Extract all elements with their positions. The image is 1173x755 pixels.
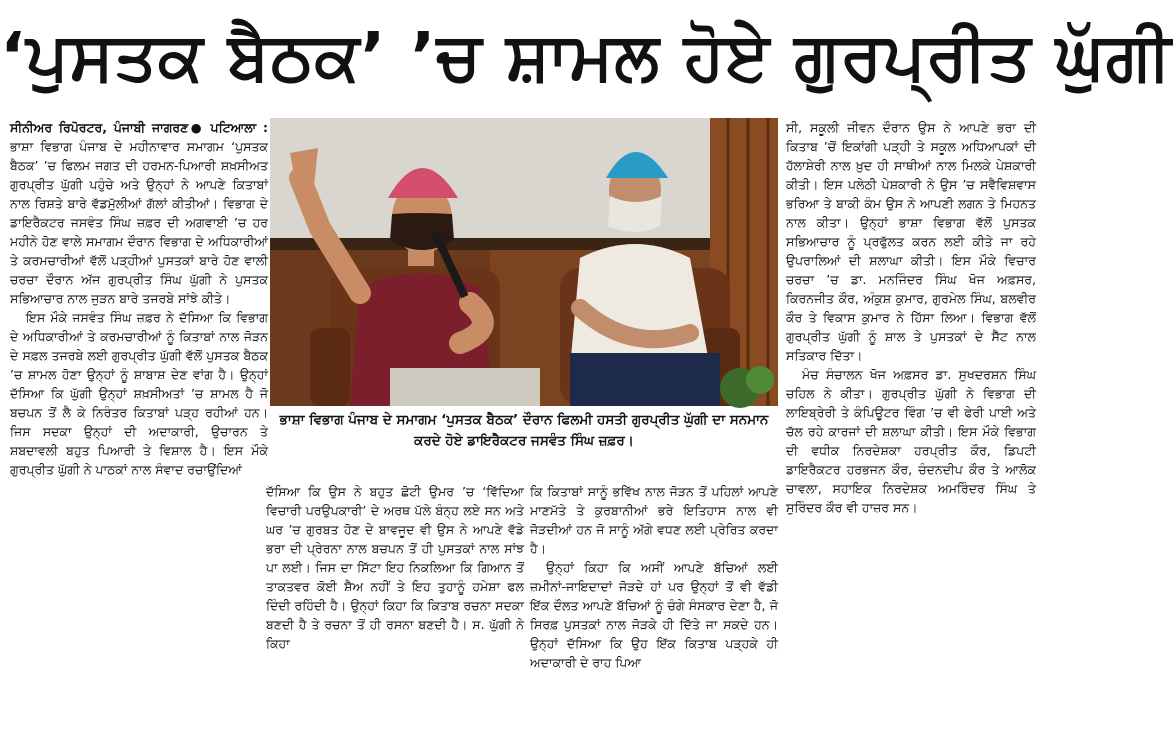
- paragraph: ਕਿ ਕਿਤਾਬਾਂ ਸਾਨੂੰ ਭਵਿੱਖ ਨਾਲ ਜੋੜਨ ਤੋਂ ਪਹਿਲਾਂ ਆਪਣੇ ਮਾਣਮੱਤੇ ਤੇ ਕੁਰਬਾਨੀਆਂ ਭਰੇ ਇਤਿਹਾਸ ਨਾਲ ਵੀ ਜੋੜਦੀਆਂ ਹਨ ਜੋ ਸਾਨੂੰ ਅੱਗੇ ਵਧਣ ਲਈ ਪ੍ਰੇਰਿਤ ਕਰਦਾ ਹੈ।: [530, 484, 778, 556]
- paragraph: ਇਸ ਮੌਕੇ ਜਸਵੰਤ ਸਿੰਘ ਜ਼ਫ਼ਰ ਨੇ ਦੱਸਿਆ ਕਿ ਵਿਭਾਗ ਦੇ ਅਧਿਕਾਰੀਆਂ ਤੇ ਕਰਮਚਾਰੀਆਂ ਨੂੰ ਕਿਤਾਬਾਂ ਨਾਲ ਜੋੜਨ ਦੇ ਸਫ਼ਲ ਤਜਰਬੇ ਲਈ ਗੁਰਪ੍ਰੀਤ ਘੁੱਗੀ ਵੱਲੋਂ ਪੁਸਤਕ ਬੈਠਕ ’ਚ ਸ਼ਾਮਲ ਹੋਣਾ ਉਨ੍ਹਾਂ ਨੂੰ ਸ਼ਾਬਾਸ਼ ਦੇਣ ਵਾਂਗ ਹੈ। ਉਨ੍ਹਾਂ ਦੱਸਿਆ ਕਿ ਘੁੱਗੀ ਉਨ੍ਹਾਂ ਸ਼ਖ਼ਸੀਅਤਾਂ ’ਚ ਸ਼ਾਮਲ ਹੈ ਜੋ ਬਚਪਨ ਤੋਂ ਲੈ ਕੇ ਨਿਰੰਤਰ ਕਿਤਾਬਾਂ ਪੜ੍ਹ ਰਹੀਆਂ ਹਨ। ਜਿਸ ਸਦਕਾ ਉਨ੍ਹਾਂ ਦੀ ਅਦਾਕਾਰੀ, ਉਚਾਰਨ ਤੇ ਸ਼ਬਦਾਵਲੀ ਬਹੁਤ ਪਿਆਰੀ ਤੇ ਵਿਸ਼ਾਲ ਹੈ। ਇਸ ਮੌਕੇ ਗੁਰਪ੍ਰੀਤ ਘੁੱਗੀ ਨੇ ਪਾਠਕਾਂ ਨਾਲ ਸੰਵਾਦ ਰਚਾਉਂਦਿਆਂ: [10, 310, 268, 477]
- headline: ‘ਪੁਸਤਕ ਬੈਠਕ’ ’ਚ ਸ਼ਾਮਲ ਹੋਏ ਗੁਰਪ੍ਰੀਤ ਘੁੱਗੀ: [0, 18, 1173, 95]
- article-column-1: [10, 118, 268, 752]
- article-column-2: [266, 482, 524, 752]
- news-photo: [270, 118, 778, 406]
- paragraph: ਸੀ, ਸਕੂਲੀ ਜੀਵਨ ਦੌਰਾਨ ਉਸ ਨੇ ਆਪਣੇ ਭਰਾ ਦੀ ਕਿਤਾਬ ’ਚੋਂ ਇਕਾਂਗੀ ਪੜ੍ਹੀ ਤੇ ਸਕੂਲ ਅਧਿਆਪਕਾਂ ਦੀ ਹੱਲਾਸ਼ੇਰੀ ਨਾਲ ਖ਼ੁਦ ਹੀ ਸਾਥੀਆਂ ਨਾਲ ਮਿਲਕੇ ਪੇਸ਼ਕਾਰੀ ਕੀਤੀ। ਇਸ ਪਲੇਠੀ ਪੇਸ਼ਕਾਰੀ ਨੇ ਉਸ ’ਚ ਸਵੈਵਿਸ਼ਵਾਸ ਭਰਿਆ ਤੇ ਬਾਕੀ ਕੰਮ ਉਸ ਨੇ ਆਪਣੀ ਲਗਨ ਤੇ ਮਿਹਨਤ ਨਾਲ ਕੀਤਾ। ਉਨ੍ਹਾਂ ਭਾਸ਼ਾ ਵਿਭਾਗ ਵੱਲੋਂ ਪੁਸਤਕ ਸਭਿਆਚਾਰ ਨੂੰ ਪ੍ਰਫੁੱਲਤ ਕਰਨ ਲਈ ਕੀਤੇ ਜਾ ਰਹੇ ਉਪਰਾਲਿਆਂ ਦੀ ਸ਼ਲਾਘਾ ਕੀਤੀ। ਇਸ ਮੌਕੇ ਵਿਚਾਰ ਚਰਚਾ ’ਚ ਡਾ. ਮਨਜਿੰਦਰ ਸਿੰਘ ਖੋਜ ਅਫ਼ਸਰ, ਕਿਰਨਜੀਤ ਕੌਰ, ਅੰਕੁਸ਼ ਕੁਮਾਰ, ਗੁਰਮੇਲ ਸਿੰਘ, ਬਲਵੀਰ ਕੌਰ ਤੇ ਵਿਕਾਸ ਕੁਮਾਰ ਨੇ ਹਿੱਸਾ ਲਿਆ। ਵਿਭਾਗ ਵੱਲੋਂ ਗੁਰਪ੍ਰੀਤ ਘੁੱਗੀ ਨੂੰ ਸ਼ਾਲ ਤੇ ਪੁਸਤਕਾਂ ਦੇ ਸੈੱਟ ਨਾਲ ਸਤਿਕਾਰ ਦਿੱਤਾ।: [786, 120, 1036, 363]
- paragraph-text: ਭਾਸ਼ਾ ਵਿਭਾਗ ਪੰਜਾਬ ਦੇ ਮਹੀਨਾਵਾਰ ਸਮਾਗਮ ‘ਪੁਸਤਕ ਬੈਠਕ’ ’ਚ ਫਿਲਮ ਜਗਤ ਦੀ ਹਰਮਨ-ਪਿਆਰੀ ਸ਼ਖ਼ਸੀਅਤ ਗੁਰਪ੍ਰੀਤ ਘੁੱਗੀ ਪਹੁੰਚੇ ਅਤੇ ਉਨ੍ਹਾਂ ਨੇ ਆਪਣੇ ਕਿਤਾਬਾਂ ਨਾਲ ਰਿਸ਼ਤੇ ਬਾਰੇ ਵੱਡਮੁੱਲੀਆਂ ਗੱਲਾਂ ਕੀਤੀਆਂ। ਵਿਭਾਗ ਦੇ ਡਾਇਰੈਕਟਰ ਜਸਵੰਤ ਸਿੰਘ ਜ਼ਫ਼ਰ ਦੀ ਅਗਵਾਈ ’ਚ ਹਰ ਮਹੀਨੇ ਹੋਣ ਵਾਲੇ ਸਮਾਗਮ ਦੌਰਾਨ ਵਿਭਾਗ ਦੇ ਅਧਿਕਾਰੀਆਂ ਤੇ ਕਰਮਚਾਰੀਆਂ ਵੱਲੋਂ ਪੜ੍ਹੀਆਂ ਪੁਸਤਕਾਂ ਬਾਰੇ ਹੋਣ ਵਾਲੀ ਚਰਚਾ ਦੌਰਾਨ ਅੱਜ ਗੁਰਪ੍ਰੀਤ ਸਿੰਘ ਘੁੱਗੀ ਨੇ ਪੁਸਤਕ ਸਭਿਆਚਾਰ ਨਾਲ ਜੁੜਨ ਬਾਰੇ ਤਜਰਬੇ ਸਾਂਝੇ ਕੀਤੇ।: [10, 139, 268, 306]
- intro-paragraph: ਸੀਨੀਅਰ ਰਿਪੋਰਟਰ, ਪੰਜਾਬੀ ਜਾਗਰਣ● ਪਟਿਆਲਾ : ਭਾਸ਼ਾ ਵਿਭਾਗ ਪੰਜਾਬ ਦੇ ਮਹੀਨਾਵਾਰ ਸਮਾਗਮ ‘ਪੁਸਤਕ ਬੈਠਕ’ ’ਚ ਫਿਲਮ ਜਗਤ ਦੀ ਹਰਮਨ-ਪਿਆਰੀ ਸ਼ਖ਼ਸੀਅਤ ਗੁਰਪ੍ਰੀਤ ਘੁੱਗੀ ਪਹੁੰਚੇ ਅਤੇ ਉਨ੍ਹਾਂ ਨੇ ਆਪਣੇ ਕਿਤਾਬਾਂ ਨਾਲ ਰਿਸ਼ਤੇ ਬਾਰੇ ਵੱਡਮੁੱਲੀਆਂ ਗੱਲਾਂ ਕੀਤੀਆਂ। ਵਿਭਾਗ ਦੇ ਡਾਇਰੈਕਟਰ ਜਸਵੰਤ ਸਿੰਘ ਜ਼ਫ਼ਰ ਦੀ ਅਗਵਾਈ ’ਚ ਹਰ ਮਹੀਨੇ ਹੋਣ ਵਾਲੇ ਸਮਾਗਮ ਦੌਰਾਨ ਵਿਭਾਗ ਦੇ ਅਧਿਕਾਰੀਆਂ ਤੇ ਕਰਮਚਾਰੀਆਂ ਵੱਲੋਂ ਪੜ੍ਹੀਆਂ ਪੁਸਤਕਾਂ ਬਾਰੇ ਹੋਣ ਵਾਲੀ ਚਰਚਾ ਦੌਰਾਨ ਅੱਜ ਗੁਰਪ੍ਰੀਤ ਸਿੰਘ ਘੁੱਗੀ ਨੇ ਪੁਸਤਕ ਸਭਿਆਚਾਰ ਨਾਲ ਜੁੜਨ ਬਾਰੇ ਤਜਰਬੇ ਸਾਂਝੇ ਕੀਤੇ।: [10, 120, 269, 306]
- article-column-4: [786, 118, 1036, 752]
- byline-place: ਪਟਿਆਲਾ :: [210, 120, 269, 135]
- byline-reporter: ਸੀਨੀਅਰ ਰਿਪੋਰਟਰ, ਪੰਜਾਬੀ ਜਾਗਰਣ: [10, 120, 189, 135]
- photo-caption: ਭਾਸ਼ਾ ਵਿਭਾਗ ਪੰਜਾਬ ਦੇ ਸਮਾਗਮ ‘ਪੁਸਤਕ ਬੈਠਕ’ ਦੌਰਾਨ ਫਿਲਮੀ ਹਸਤੀ ਗੁਰਪ੍ਰੀਤ ਘੁੱਗੀ ਦਾ ਸਨਮਾਨ ਕਰਦੇ ਹੋਏ ਡਾਇਰੈਕਟਰ ਜਸਵੰਤ ਸਿੰਘ ਜ਼ਫ਼ਰ।: [279, 412, 769, 449]
- photo-illustration: [270, 118, 778, 406]
- paragraph: ਉਨ੍ਹਾਂ ਕਿਹਾ ਕਿ ਅਸੀਂ ਆਪਣੇ ਬੱਚਿਆਂ ਲਈ ਜ਼ਮੀਨਾਂ-ਜਾਇਦਾਦਾਂ ਜੋੜਦੇ ਹਾਂ ਪਰ ਉਨ੍ਹਾਂ ਤੋਂ ਵੀ ਵੱਡੀ ਇੱਕ ਦੌਲਤ ਆਪਣੇ ਬੱਚਿਆਂ ਨੂੰ ਚੰਗੇ ਸੰਸਕਾਰ ਦੇਣਾ ਹੈ, ਜੋ ਸਿਰਫ਼ ਪੁਸਤਕਾਂ ਨਾਲ ਜੋੜਕੇ ਹੀ ਦਿੱਤੇ ਜਾ ਸਕਦੇ ਹਨ। ਉਨ੍ਹਾਂ ਦੱਸਿਆ ਕਿ ਉਹ ਇੱਕ ਕਿਤਾਬ ਪੜ੍ਹਕੇ ਹੀ ਅਦਾਕਾਰੀ ਦੇ ਰਾਹ ਪਿਆ: [530, 560, 778, 670]
- article-column-3: [530, 482, 778, 752]
- paragraph: ਮੰਚ ਸੰਚਾਲਨ ਖੋਜ ਅਫ਼ਸਰ ਡਾ. ਸੁਖਦਰਸ਼ਨ ਸਿੰਘ ਚਹਿਲ ਨੇ ਕੀਤਾ। ਗੁਰਪ੍ਰੀਤ ਘੁੱਗੀ ਨੇ ਵਿਭਾਗ ਦੀ ਲਾਇਬ੍ਰੇਰੀ ਤੇ ਕੰਪਿਊਟਰ ਵਿੰਗ ’ਚ ਵੀ ਫੇਰੀ ਪਾਈ ਅਤੇ ਚੱਲ ਰਹੇ ਕਾਰਜਾਂ ਦੀ ਸ਼ਲਾਘਾ ਕੀਤੀ। ਇਸ ਮੌਕੇ ਵਿਭਾਗ ਦੀ ਵਧੀਕ ਨਿਰਦੇਸ਼ਕਾ ਹਰਪ੍ਰੀਤ ਕੌਰ, ਡਿਪਟੀ ਡਾਇਰੈਕਟਰ ਹਰਭਜਨ ਕੌਰ, ਚੰਦਨਦੀਪ ਕੌਰ ਤੇ ਆਲੋਕ ਚਾਵਲਾ, ਸਹਾਇਕ ਨਿਰਦੇਸ਼ਕ ਅਮਰਿੰਦਰ ਸਿੰਘ ਤੇ ਸੁਰਿੰਦਰ ਕੌਰ ਵੀ ਹਾਜ਼ਰ ਸਨ।: [786, 367, 1036, 515]
- paragraph: ਦੱਸਿਆ ਕਿ ਉਸ ਨੇ ਬਹੁਤ ਛੋਟੀ ਉਮਰ ’ਚ ‘ਵਿੱਦਿਆ ਵਿਚਾਰੀ ਪਰਉਪਕਾਰੀ’ ਦੇ ਅਰਥ ਪੱਲੇ ਬੰਨ੍ਹ ਲਏ ਸਨ ਅਤੇ ਘਰ ’ਚ ਗੁਰਬਤ ਹੋਣ ਦੇ ਬਾਵਜੂਦ ਵੀ ਉਸ ਨੇ ਆਪਣੇ ਵੱਡੇ ਭਰਾ ਦੀ ਪ੍ਰੇਰਨਾ ਨਾਲ ਬਚਪਨ ਤੋਂ ਹੀ ਪੁਸਤਕਾਂ ਨਾਲ ਸਾਂਝ ਪਾ ਲਈ। ਜਿਸ ਦਾ ਸਿੱਟਾ ਇਹ ਨਿਕਲਿਆ ਕਿ ਗਿਆਨ ਤੋਂ ਤਾਕਤਵਰ ਕੋਈ ਸ਼ੈਅ ਨਹੀਂ ਤੇ ਇਹ ਤੁਹਾਨੂੰ ਹਮੇਸ਼ਾ ਫਲ ਦਿੰਦੀ ਰਹਿੰਦੀ ਹੈ। ਉਨ੍ਹਾਂ ਕਿਹਾ ਕਿ ਕਿਤਾਬ ਰਚਨਾ ਸਦਕਾ ਬਣਦੀ ਹੈ ਤੇ ਰਚਨਾ ਤੋਂ ਹੀ ਰਸਨਾ ਬਣਦੀ ਹੈ। ਸ. ਘੁੱਗੀ ਨੇ ਕਿਹਾ: [266, 484, 524, 651]
